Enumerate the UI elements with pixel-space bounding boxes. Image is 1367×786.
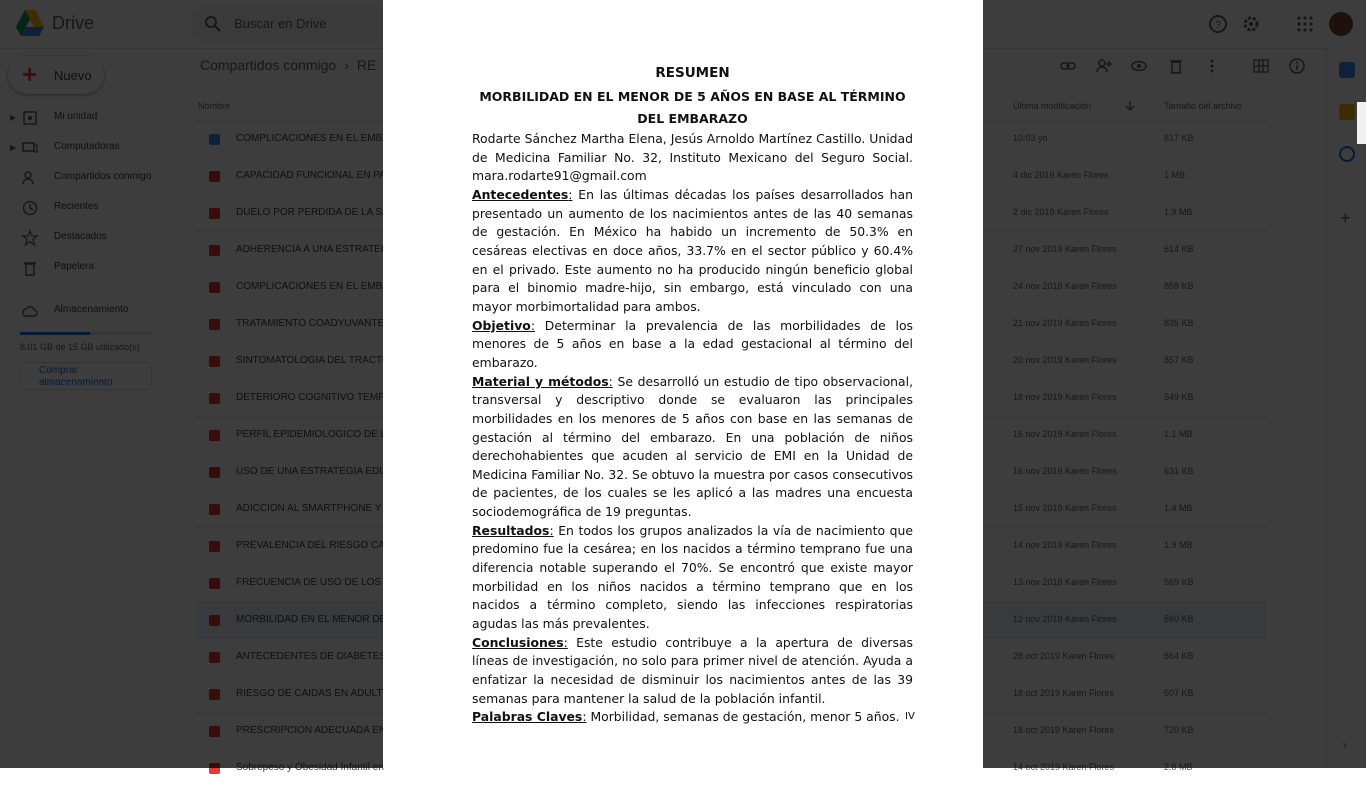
- section-colon: :: [582, 709, 587, 725]
- section-heading: Material y métodos: [472, 373, 609, 389]
- section-body: Se desarrolló un estudio de tipo observacional, transversal y descriptivo donde se evaluaron las principales morbilidades en los menores de 5 años con base en las semanas de gestación al término del embarazo. En una población de niños derechohabientes que acuden al servicio de EMI en la Unidad de Medicina Familiar No. 32. Se obtuvo la muestra por casos consecutivos de pacientes, de los cuales se les aplicó a las madres una encuesta sociodemográfica de 19 preguntas.: [472, 373, 914, 520]
- section-body: Este estudio contribuye a la apertura de diversas líneas de investigación, no solo para primer nivel de atención. Ayuda a enfatizar la necesidad de disminuir los nacimientos antes de las 39 semanas para mantener la salud de la población infantil.: [472, 634, 913, 706]
- section-body: Determinar la prevalencia de las morbilidades de los menores de 5 años en base a la edad gestacional al término del embarazo.: [472, 317, 913, 370]
- section-colon: :: [563, 634, 568, 650]
- page-number: IV: [905, 711, 915, 722]
- document-section: [472, 373, 913, 522]
- section-colon: :: [549, 522, 554, 538]
- document-subtitle: MORBILIDAD EN EL MENOR DE 5 AÑOS EN BASE AL TÉRMINO DEL EMBARAZO: [479, 89, 906, 126]
- document-section: [472, 708, 913, 727]
- section-body: En las últimas décadas los países desarrollados han presentado un aumento de los nacimientos antes de las 40 semanas de gestación. En México ha habido un incremento de 50.3% en cesáreas electivas en doce años, 33.7% en el sector público y 60.4% en el privado. Este aumento no ha producido ningún beneficio global para el binomio madre-hijo, sin embargo, está vinculado con una mayor morbimortalidad para ambos.: [472, 186, 913, 314]
- section-body: En todos los grupos analizados la vía de nacimiento que predomino fue la cesárea; en los nacidos a término temprano fue una diferencia notable superando el 70%. Se encontró que existe mayor morbilidad en los niños nacidos a término temprano que en los nacidos a término completo, siendo las infecciones respiratorias agudas las más prevalentes.: [472, 522, 913, 632]
- section-heading: Palabras Claves: [472, 709, 583, 725]
- section-heading: Objetivo: [472, 317, 531, 333]
- preview-scrollbar[interactable]: [1357, 102, 1366, 144]
- section-body: Morbilidad, semanas de gestación, menor 5 años.: [586, 709, 900, 725]
- section-heading: Antecedentes: [472, 186, 569, 202]
- document-sections: [472, 186, 913, 727]
- document-title: RESUMEN: [655, 65, 730, 81]
- document-section: [472, 186, 913, 317]
- document-body: [472, 62, 913, 727]
- document-authors: Rodarte Sánchez Martha Elena, Jesús Arnoldo Martínez Castillo. Unidad de Medicina Familiar No. 32, Instituto Mexicano del Seguro Social. mara.rodarte91@gmail.com: [472, 131, 913, 184]
- document-section: [472, 522, 913, 634]
- document-section: [472, 634, 913, 709]
- document-section: [472, 317, 913, 373]
- section-colon: :: [608, 373, 613, 389]
- section-colon: :: [568, 186, 573, 202]
- document-page: [383, 0, 983, 768]
- section-colon: :: [530, 317, 536, 333]
- section-heading: Conclusiones: [472, 634, 564, 650]
- section-heading: Resultados: [472, 522, 550, 538]
